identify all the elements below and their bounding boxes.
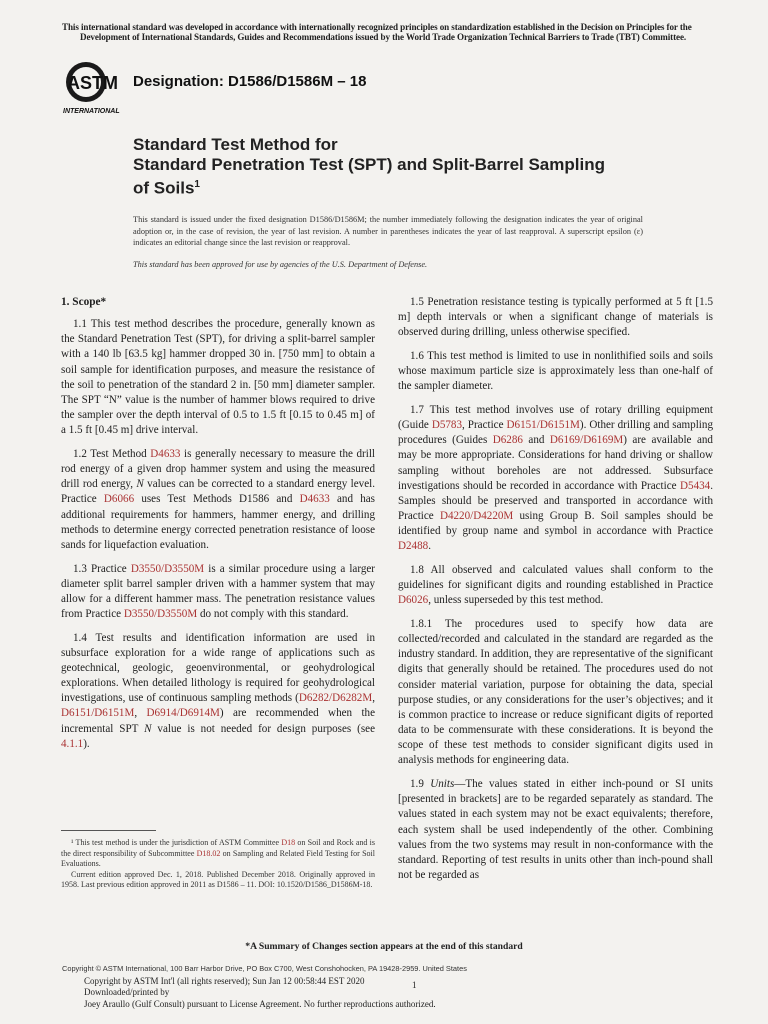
notice-line-2: Development of International Standards, Guides and Recommendations issued by the World Trade Organization Technical Barriers to Trade (TBT) Committee.: [80, 32, 687, 43]
copyright-line: Copyright © ASTM International, 100 Barr Harbor Drive, PO Box C700, West Conshohocken, PA 19428-2959. United States: [62, 964, 467, 973]
summary-of-changes-note: *A Summary of Changes section appears at the end of this standard: [245, 941, 523, 952]
paragraph-1-4: 1.4 Test results and identification information are used in subsurface exploration for a wide range of applications such as geotechnical, geologic, geoenvironmental, or geohydrological explorations. When detailed lithology is required for geohydrological investigations, use of continuous sampling methods (D6282/D6282M, D6151/D6151M, D6914/D6914M) are recommended when the incremental SPT N value is not needed for design purposes (see 4.1.1).: [61, 631, 376, 750]
international-standard-notice: [62, 22, 714, 43]
link-d4633[interactable]: D4633: [150, 447, 181, 460]
link-d6026[interactable]: D6026: [398, 594, 429, 607]
issuance-notice: This standard is issued under the fixed designation D1586/D1586M; the number immediately following the designation indicates the year of original adoption or, in the case of revision, the year of last revision. A number in parentheses indicates the year of last reapproval. A superscript epsilon (ε) indicates an editorial change since the last revision or reapproval.: [133, 215, 643, 248]
designation: Designation: D1586/D1586M – 18: [133, 73, 367, 90]
document-title: [133, 134, 733, 199]
paragraph-1-8: 1.8 All observed and calculated values shall conform to the guidelines for significant digits and rounding established in Practice D6026, unless superseded by this test method.: [398, 564, 713, 607]
license-stamp-line-1: Copyright by ASTM Int'l (all rights reserved); Sun Jan 12 00:58:44 EST 2020: [84, 976, 365, 986]
link-d5783[interactable]: D5783: [431, 419, 463, 432]
link-d5434[interactable]: D5434: [680, 479, 711, 492]
link-d3550-2[interactable]: D3550/D3550M: [123, 607, 198, 620]
paragraph-1-3: 1.3 Practice D3550/D3550M is a similar procedure using a larger diameter split barrel sampler driven with a hammer system that may allow for a different hammer mass. The penetration resistance values from Practice D3550/D3550M do not comply with this standard.: [61, 562, 376, 620]
link-d4220[interactable]: D4220/D4220M: [439, 510, 514, 523]
license-stamp-line-3: Joey Araullo (Gulf Consult) pursuant to License Agreement. No further reproductions authorized.: [84, 999, 436, 1009]
left-column: [61, 295, 375, 760]
link-d18-02[interactable]: D18.02: [196, 848, 221, 858]
title-footnote-ref[interactable]: 1: [194, 179, 200, 190]
footnote-1: ¹ This test method is under the jurisdiction of ASTM Committee D18 on Soil and Rock and is the direct responsibility of Subcommittee D18.02 on Sampling and Related Field Testing for Soil Evaluations.: [61, 838, 375, 869]
license-stamp-line-2: Downloaded/printed by: [84, 987, 170, 997]
paragraph-1-2: 1.2 Test Method D4633 is generally necessary to measure the drill rod energy of a given drop hammer system and using the measured drill rod energy, N values can be corrected to a standard energy level. Practice D6066 uses Test Methods D1586 and D4633 and has additional requirements for hammers, hammer energy, and drilling methods to determine energy corrected penetration resistance of loose sands for liquefaction evaluation.: [61, 447, 375, 551]
page-number: 1: [412, 980, 417, 990]
link-d4633-2[interactable]: D4633: [299, 493, 330, 506]
logo-text: ASTM: [67, 73, 118, 93]
paragraph-1-6: 1.6 This test method is limited to use in nonlithified soils and soils whose maximum particle size is approximately less than one-half of the sampler diameter.: [398, 349, 713, 393]
title-line-2: Standard Penetration Test (SPT) and Split-Barrel Sampling: [133, 155, 605, 174]
link-d6914[interactable]: D6914/D6914M: [146, 707, 220, 720]
link-d6282[interactable]: D6282/D6282M: [298, 692, 373, 705]
footnote: [61, 838, 375, 891]
footnote-divider: [61, 830, 156, 831]
link-d6066[interactable]: D6066: [103, 493, 135, 506]
footnote-2: Current edition approved Dec. 1, 2018. Published December 2018. Originally approved in 1958. Last previous edition approved in 2011 as D1586 – 11. DOI: 10.1520/D1586_D1586M-18.: [61, 869, 375, 890]
link-d2488[interactable]: D2488: [398, 540, 429, 553]
title-line-3: of Soils$^1$: [133, 178, 200, 198]
link-d6151[interactable]: D6151/D6151M: [61, 707, 135, 720]
astm-logo: [60, 58, 128, 116]
link-d6169[interactable]: D6169/D6169M: [549, 434, 624, 447]
paragraph-1-9: 1.9 Units—The values stated in either inch-pound or SI units [presented in brackets] are to be regarded separately as standard. The values stated in each system may not be exact equivalents; therefore, each system shall be used independently of the other. Combining values from the two systems may result in non-conformance with the standard. Reporting of test results in units other than inch-pound shall not be regarded as: [398, 778, 713, 881]
link-d6151-b[interactable]: D6151/D6151M: [506, 419, 580, 432]
logo-subtext: INTERNATIONAL: [63, 108, 120, 115]
notice-line-1: This international standard was developed in accordance with internationally recognized principles on standardization established in the Decision on Principles for the: [62, 22, 692, 32]
paragraph-1-8-1: 1.8.1 The procedures used to specify how data are collected/recorded and calculated in the standard are regarded as the industry standard. In addition, they are representative of the significant digits that generally should be retained. The procedures used do not consider material variation, purpose for obtaining the data, special purpose studies, or any considerations for the user’s objectives; and it is common practice to increase or reduce significant digits of reported data to be commensurate with these considerations. It is beyond the scope of these test methods to consider significant digits used in analysis methods for engineering data.: [398, 617, 713, 767]
link-d3550[interactable]: D3550/D3550M: [130, 562, 205, 575]
paragraph-1-1: 1.1 This test method describes the procedure, generally known as the Standard Penetration Test (SPT), for driving a split-barrel sampler with a 140 lb [63.5 kg] hammer dropped 30 in. [750 mm] to obtain a soil sample for identification purposes, and measure the resistance of the soil to penetration of the standard 2 in. [50 mm] diameter sampler. The SPT “N” value is the number of hammer blows required to drive the sampler over the depth interval of 0.5 to 1.5 ft [0.15 to 0.45 m] of a 1.5 ft [0.45 m] drive interval.: [61, 318, 375, 437]
paragraph-1-7: 1.7 This test method involves use of rotary drilling equipment (Guide D5783, Practice D6151/D6151M). Other drilling and sampling procedures (Guides D6286 and D6169/D6169M) are available and may be more appropriate. Considerations for hand driving or shallow sampling without boreholes are not addressed. Subsurface investigations should be recorded in accordance with Practice D5434. Samples should be preserved and transported in accordance with Practice D4220/D4220M using Group B. Soil samples should be identified by group name and symbol in accordance with Practice D2488.: [398, 403, 713, 553]
section-heading-scope: 1. Scope*: [61, 296, 107, 308]
link-d6286[interactable]: D6286: [492, 434, 523, 447]
link-section-4-1-1[interactable]: 4.1.1: [61, 737, 84, 750]
title-line-1: Standard Test Method for: [133, 135, 338, 154]
right-column: [398, 295, 713, 892]
paragraph-1-5: 1.5 Penetration resistance testing is typically performed at 5 ft [1.5 m] depth intervals or when a significant change of materials is observed during drilling, unless otherwise specified.: [398, 296, 713, 339]
dod-approval-notice: This standard has been approved for use by agencies of the U.S. Department of Defense.: [133, 260, 428, 269]
link-d18[interactable]: D18: [281, 838, 296, 847]
